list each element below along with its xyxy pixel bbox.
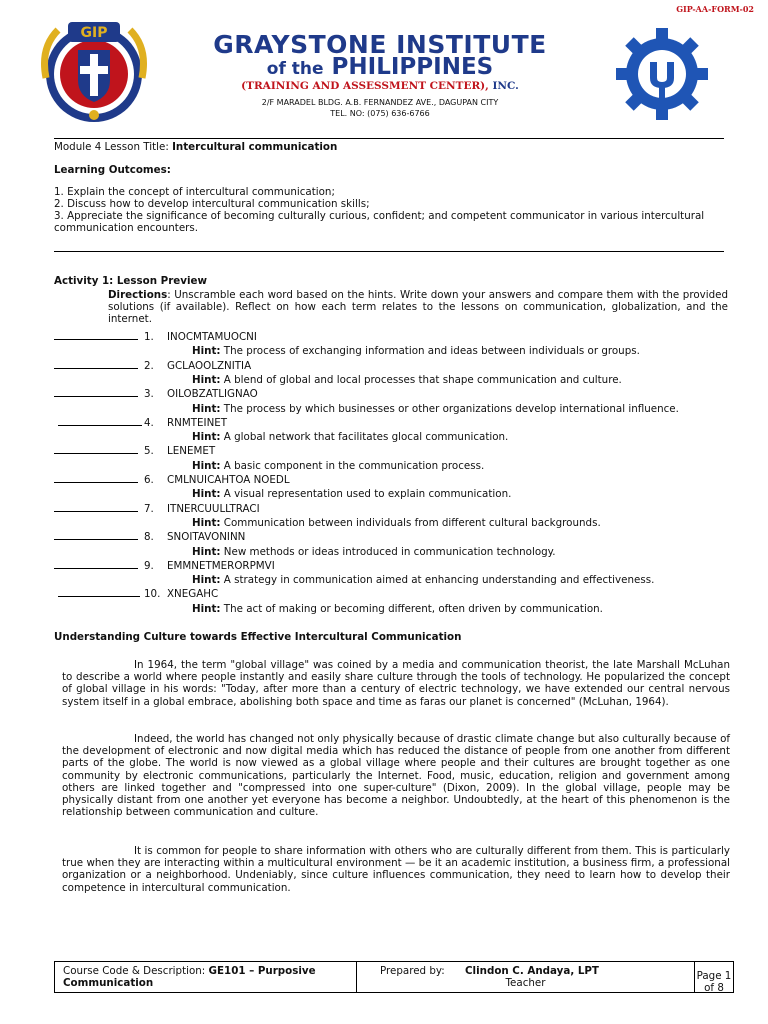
section-heading: Understanding Culture towards Effective Intercultural Communication <box>54 631 462 643</box>
paragraph: In 1964, the term "global village" was coined by a media and communication theorist, the late Marshall McLuhan to describe a world where people instantly and easily share culture through the tools of technology. He popularized the concept of global village in his words: "Today, after more than a century of electric technology, we have extended our central nervous system itself in a global embrace, abolishing both space and time as faras our planet is concerned" (McLuhan, 1964). <box>62 659 730 708</box>
hint-line <box>192 602 732 616</box>
scrambled-word: OILOBZATLIGNAO <box>167 388 258 401</box>
hint-label: Hint: <box>192 516 221 529</box>
gear-seal-icon <box>614 26 710 122</box>
address-line: 2/F MARADEL BLDG. A.B. FERNANDEZ AVE., DAGUPAN CITY <box>261 98 499 107</box>
answer-blank[interactable] <box>54 559 138 569</box>
hint-label: Hint: <box>192 431 221 444</box>
telephone-line: TEL. NO: (075) 636-6766 <box>330 109 430 118</box>
paragraph: It is common for people to share information with others who are culturally different from them. This is particularly true when they are interacting within a multicultural environment — be it an academic institution, a business firm, a professional organization or a neighborhood. Undeniably, since culture influences communication, they need to learn how to develop their competence in intercultural communication. <box>62 845 730 894</box>
hint-label: Hint: <box>192 402 221 415</box>
hint-label: Hint: <box>192 574 221 587</box>
scrambled-word: CMLNUICAHTOA NOEDL <box>167 474 290 486</box>
hint-text: New methods or ideas introduced in communication technology. <box>220 545 556 558</box>
scrambled-word: LENEMET <box>167 445 216 458</box>
module-title-line <box>54 141 724 153</box>
activity-directions <box>108 289 728 325</box>
directions-text: : Unscramble each word based on the hints. Write down your answers and compare them with the provided solutions (if available). Reflect on how each term relates to the lessons on communication, globalization, and the internet. <box>108 289 728 325</box>
item-number: 7. <box>144 502 154 515</box>
hint-text: Communication between individuals from different cultural backgrounds. <box>220 516 601 529</box>
outcome-item: 1. Explain the concept of intercultural communication; <box>54 186 335 198</box>
hint-text: The process of exchanging information and ideas between individuals or groups. <box>220 345 640 358</box>
hint-line <box>192 487 732 501</box>
outcomes-heading: Learning Outcomes: <box>54 164 171 176</box>
scrambled-word: SNOITAVONINN <box>167 531 246 544</box>
divider <box>54 138 724 139</box>
item-number: 8. <box>144 531 154 544</box>
item-number: 3. <box>144 388 154 401</box>
form-code: GIP-AA-FORM-02 <box>676 4 754 14</box>
course-label: Course Code & Description: <box>63 965 209 977</box>
item-number: 9. <box>144 559 154 572</box>
institute-subtitle-suffix: INC. <box>488 80 519 92</box>
scrambled-word: XNEGAHC <box>167 588 219 601</box>
preparer-role: Teacher <box>505 977 546 989</box>
outcome-item: 3. Appreciate the significance of becoming culturally curious, confident; and competent communicator in various intercultural communication encounters. <box>54 210 705 234</box>
scrambled-word: ITNERCUULLTRACI <box>167 502 260 515</box>
module-prefix: Module 4 Lesson Title: <box>54 141 173 153</box>
hint-label: Hint: <box>192 545 221 558</box>
item-number: 4. <box>144 416 154 429</box>
divider <box>54 251 724 252</box>
answer-blank[interactable] <box>54 387 138 397</box>
scrambled-word: EMMNETMERORPMVI <box>167 559 275 572</box>
scrambled-word: RNMTEINET <box>167 416 228 429</box>
institute-subtitle-text: (TRAINING AND ASSESSMENT CENTER), <box>241 80 489 92</box>
hint-text: The act of making or becoming different, often driven by communication. <box>220 602 603 615</box>
directions-label: Directions <box>108 289 168 301</box>
hint-line <box>192 373 732 387</box>
paragraph: Indeed, the world has changed not only physically because of drastic climate change but also culturally because of the development of electronic and now digital media which has reduced the distance of people from one another from different parts of the globe. The world is now viewed as a global village where people and their cultures are brought together as one community by electronic communications, particularly the Internet. Food, music, education, religion and government among others are linked together and "compressed into one super-culture" (Dixon, 2009). In the global village, people may be physically distant from one another yet everyone has become a neighbor. Undoubtedly, at the heart of this phenomenon is the relationship between communication and culture. <box>62 733 730 819</box>
institute-name-line2 <box>180 54 580 80</box>
activity-heading: Activity 1: Lesson Preview <box>54 275 207 287</box>
hint-text: A basic component in the communication process. <box>220 459 485 472</box>
institute-name-prefix: of the <box>266 59 324 79</box>
hint-line <box>192 573 732 587</box>
hint-line <box>192 459 732 473</box>
institute-logo <box>38 18 150 130</box>
hint-label: Hint: <box>192 345 221 358</box>
course-cell <box>55 962 357 992</box>
item-number: 6. <box>144 474 154 486</box>
hint-line <box>192 402 732 416</box>
course-description: Communication <box>63 977 154 989</box>
answer-blank[interactable] <box>54 444 138 454</box>
hint-text: A visual representation used to explain communication. <box>220 488 512 501</box>
scrambled-word: INOCMTAMUOCNI <box>167 331 257 343</box>
answer-blank[interactable] <box>54 473 138 483</box>
prepared-cell <box>357 962 695 992</box>
outcome-item: 2. Discuss how to develop intercultural communication skills; <box>54 198 370 210</box>
answer-blank[interactable] <box>58 587 140 597</box>
hint-text: The process by which businesses or other organizations develop international influence. <box>220 402 679 415</box>
hint-text: A blend of global and local processes that shape communication and culture. <box>220 373 622 386</box>
scrambled-word: GCLAOOLZNITIA <box>167 359 252 372</box>
answer-blank[interactable] <box>54 359 138 369</box>
answer-blank[interactable] <box>58 416 142 426</box>
hint-line <box>192 545 732 559</box>
item-number: 1. <box>144 331 154 343</box>
hint-line <box>192 430 732 444</box>
hint-text: A strategy in communication aimed at enhancing understanding and effectiveness. <box>220 574 655 587</box>
hint-text: A global network that facilitates glocal communication. <box>220 431 509 444</box>
hint-label: Hint: <box>192 459 221 472</box>
answer-blank[interactable] <box>54 330 138 340</box>
preparer-name: Clindon C. Andaya, LPT <box>465 965 599 977</box>
hint-line <box>192 516 732 530</box>
answer-blank[interactable] <box>54 530 138 540</box>
item-number: 5. <box>144 445 154 458</box>
hint-label: Hint: <box>192 373 221 386</box>
answer-blank[interactable] <box>54 502 138 512</box>
hint-label: Hint: <box>192 602 221 615</box>
prepared-label: Prepared by: <box>380 965 445 977</box>
item-number: 10. <box>144 588 161 601</box>
course-code: GE101 – Purposive <box>208 965 316 977</box>
hint-line <box>192 344 732 358</box>
institute-address <box>180 97 580 119</box>
outcomes-list <box>54 186 726 234</box>
hint-label: Hint: <box>192 488 221 501</box>
item-number: 2. <box>144 359 154 372</box>
logo-text: GIP <box>80 25 108 41</box>
module-title: Intercultural communication <box>172 141 338 153</box>
institute-subtitle <box>180 80 580 92</box>
page-number: Page 1 of 8 <box>696 970 732 994</box>
institute-name-main: PHILIPPINES <box>331 54 494 80</box>
footer-table <box>54 961 734 993</box>
institute-name: GRAYSTONE INSTITUTE <box>213 30 547 59</box>
